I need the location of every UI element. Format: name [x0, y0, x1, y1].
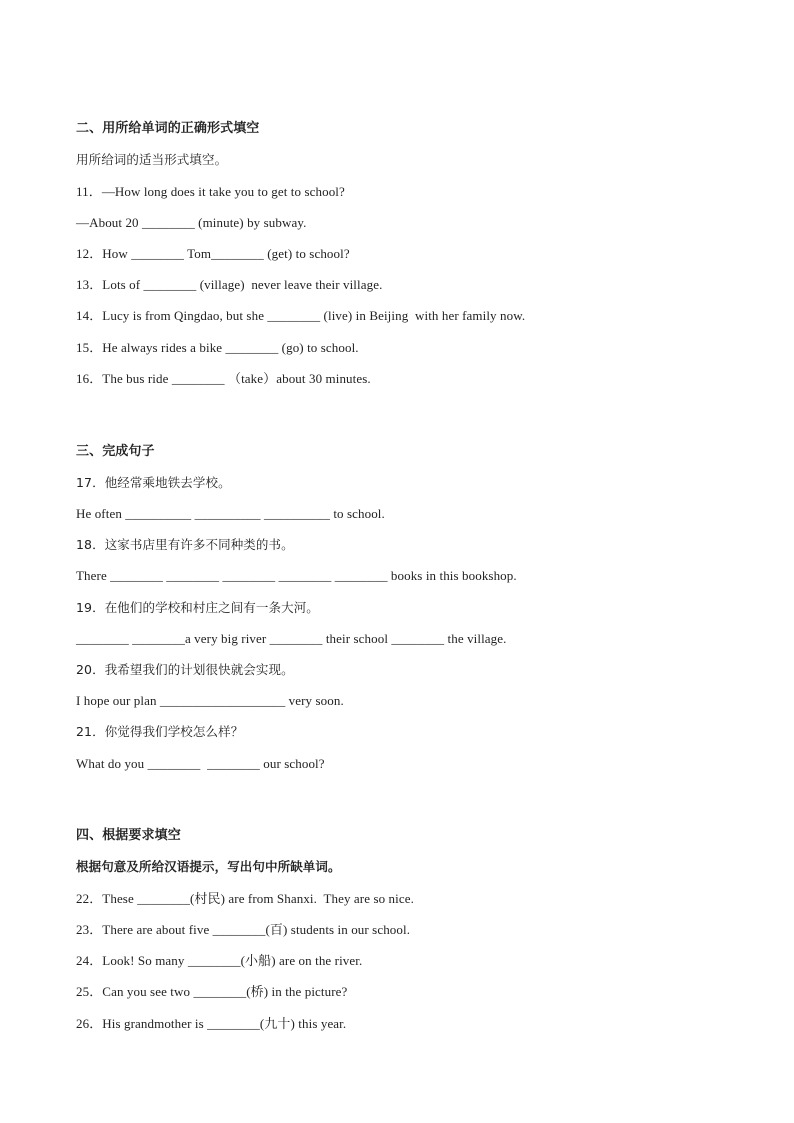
question-11-answer: —About 20 ________ (minute) by subway.	[76, 215, 307, 230]
question-15: 15．He always rides a bike ________ (go) to school.	[76, 340, 359, 355]
question-18: There ________ ________ ________ ________ ________ books in this bookshop.	[76, 568, 517, 583]
question-23: 23．There are about five ________(百) students in our school.	[76, 922, 411, 937]
question-22: 22．These ________(村民) are from Shanxi. They are so nice.	[76, 891, 414, 906]
question-17: He often __________ __________ __________ to school.	[76, 506, 385, 521]
section3-heading: 三、完成句子	[76, 444, 155, 459]
question-17-prompt: 17．他经常乘地铁去学校。	[76, 475, 231, 490]
section4-heading: 四、根据要求填空	[76, 828, 181, 843]
section2-instruction: 用所给词的适当形式填空。	[76, 152, 228, 167]
question-20-prompt: 20．我希望我们的计划很快就会实现。	[76, 662, 294, 677]
question-25: 25．Can you see two ________(桥) in the picture?	[76, 984, 348, 999]
question-20: I hope our plan ___________________ very soon.	[76, 693, 344, 708]
question-12: 12．How ________ Tom________ (get) to school?	[76, 246, 350, 261]
question-26: 26．His grandmother is ________(九十) this year.	[76, 1016, 347, 1031]
section2-heading: 二、用所给单词的正确形式填空	[76, 121, 260, 136]
question-24: 24．Look! So many ________(小船) are on the river.	[76, 953, 363, 968]
question-16: 16．The bus ride ________ （take）about 30 minutes.	[76, 371, 371, 386]
question-11: 11．—How long does it take you to get to school?	[76, 184, 345, 199]
question-18-prompt: 18．这家书店里有许多不同种类的书。	[76, 537, 294, 552]
question-14: 14．Lucy is from Qingdao, but she ________ (live) in Beijing with her family now.	[76, 308, 526, 323]
question-19: ________ ________a very big river ________ their school ________ the village.	[76, 631, 507, 646]
question-21-prompt: 21．你觉得我们学校怎么样？	[76, 724, 244, 739]
question-19-prompt: 19．在他们的学校和村庄之间有一条大河。	[76, 600, 319, 615]
question-13: 13．Lots of ________ (village) never leave their village.	[76, 277, 383, 292]
section4-instruction: 根据句意及所给汉语提示，写出句中所缺单词。	[76, 859, 341, 874]
question-21: What do you ________ ________ our school?	[76, 756, 325, 771]
